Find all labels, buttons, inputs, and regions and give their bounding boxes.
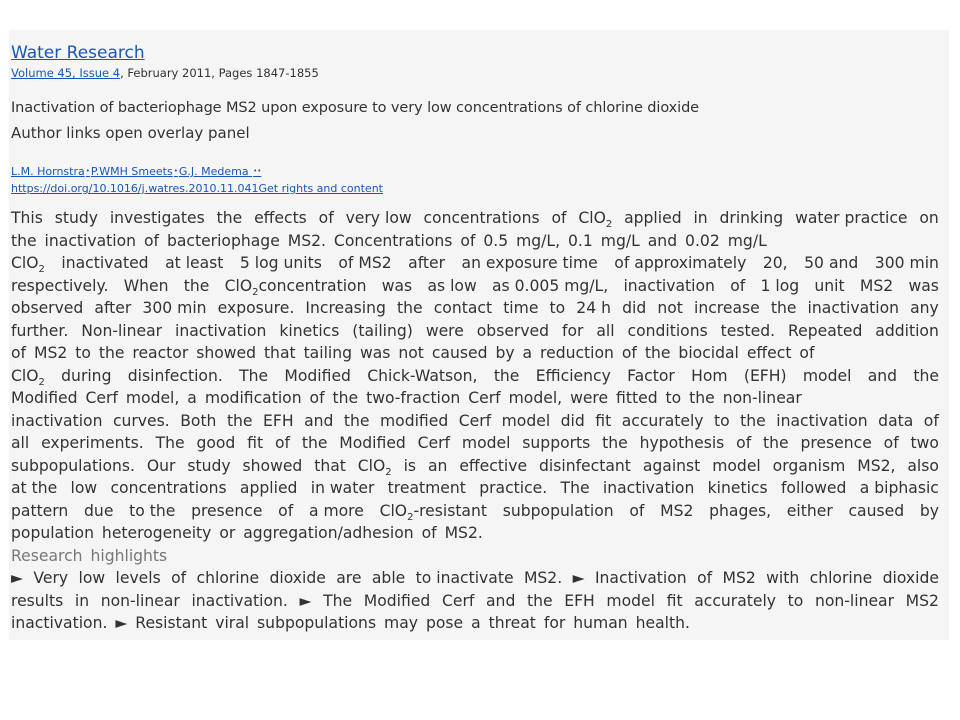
abstract-word: did xyxy=(622,299,647,317)
abstract-word: (EFH) xyxy=(743,366,787,385)
abstract-word: further. xyxy=(11,321,69,340)
abstract-word: were xyxy=(425,321,464,340)
abstract-word: ClO$_2$ xyxy=(11,366,45,388)
abstract-word: either xyxy=(786,501,833,520)
abstract-word: of xyxy=(923,411,939,430)
abstract-word: of xyxy=(883,434,899,452)
abstract-word: presence xyxy=(800,434,872,452)
abstract-word: accurately xyxy=(621,411,704,430)
abstract-word: of approximately xyxy=(614,254,747,272)
abstract-word: against xyxy=(642,456,701,475)
abstract-word: Non-linear xyxy=(81,321,163,340)
abstract-word: for xyxy=(561,321,584,340)
highlights-heading xyxy=(11,545,939,568)
abstract-word: subpopulations. xyxy=(11,456,135,475)
abstract-word: Increasing xyxy=(305,299,386,317)
abstract-word: an xyxy=(427,456,448,475)
abstract-word: two xyxy=(910,434,939,452)
abstract-word: presence xyxy=(191,501,263,520)
abstract-word: experiments. xyxy=(41,434,144,452)
abstract-word: with xyxy=(766,569,800,587)
abstract-word: disinfectant xyxy=(539,456,631,475)
abstract-word: good xyxy=(196,434,236,452)
abstract-line xyxy=(11,500,939,523)
abstract-word: (tailing) xyxy=(352,321,413,340)
abstract-word: of MS2 xyxy=(338,254,392,272)
abstract-word: Cerf xyxy=(417,434,451,452)
abstract-word: study xyxy=(54,209,98,227)
abstract-word: study xyxy=(187,456,231,475)
abstract-word: of xyxy=(171,569,187,587)
abstract-word: Cerf xyxy=(458,411,492,430)
abstract-word: Our xyxy=(146,456,176,475)
abstract-word: any xyxy=(910,299,939,317)
abstract-word: modified xyxy=(379,411,449,430)
abstract-word: as 0.005 mg/L, xyxy=(491,276,609,295)
abstract-word: very low xyxy=(345,209,412,227)
abstract-word: to xyxy=(787,591,804,610)
abstract-word: model xyxy=(802,366,852,385)
abstract-word: Inactivation xyxy=(594,569,687,587)
abstract-word: Both xyxy=(180,411,217,430)
abstract-word: curves. xyxy=(112,411,170,430)
abstract-word: by xyxy=(919,501,939,520)
abstract-word: ClO$_2$-resistant xyxy=(379,501,487,523)
abstract-word: conditions xyxy=(627,321,708,340)
abstract-word: concentrations xyxy=(110,479,227,497)
abstract-word: respectively. xyxy=(11,276,109,295)
abstract-word: all xyxy=(596,321,615,340)
abstract-word: inactivation xyxy=(174,321,267,340)
abstract-line xyxy=(11,590,939,613)
abstract-word: as low xyxy=(427,276,477,295)
abstract-word: increase xyxy=(694,299,760,317)
abstract-word: the xyxy=(183,276,210,295)
abstract-word: of MS2 to the reactor showed that tailing was not caused by a reduction of the biocidal effect of xyxy=(11,344,815,362)
abstract-word: ClO$_2$ xyxy=(11,254,45,275)
abstract-line xyxy=(11,567,939,590)
abstract-word: in water xyxy=(310,479,375,497)
abstract-line xyxy=(11,320,939,343)
abstract-word: the xyxy=(493,366,520,385)
abstract-word: unit xyxy=(814,276,845,295)
abstract-word: able xyxy=(371,569,406,587)
abstract-word: kinetics xyxy=(279,321,340,340)
abstract-word: Very xyxy=(33,569,69,587)
author-link[interactable]: L.M. Hornstra xyxy=(11,165,85,178)
author-list xyxy=(11,165,262,178)
abstract-word: supports xyxy=(522,434,591,452)
abstract-word: 20, xyxy=(762,254,788,272)
abstract-word: Factor xyxy=(627,366,675,385)
abstract-word: applied xyxy=(624,209,682,227)
abstract-word: caused xyxy=(848,501,905,520)
abstract-word: effective xyxy=(459,456,528,475)
abstract-word: model xyxy=(501,411,551,430)
abstract-word: after xyxy=(94,299,132,317)
abstract-word: ► xyxy=(299,591,312,610)
abstract-word: practice. xyxy=(479,479,548,497)
abstract-word: ClO$_2$ xyxy=(578,209,613,230)
abstract-word: due xyxy=(84,501,114,520)
abstract-word: showed xyxy=(242,456,303,475)
abstract-word: observed xyxy=(476,321,550,340)
abstract-word: after xyxy=(408,254,446,272)
abstract-word: hypothesis xyxy=(639,434,725,452)
abstract-word: observed xyxy=(11,299,84,317)
abstract-word: that xyxy=(314,456,346,475)
abstract-word: This xyxy=(11,209,43,227)
abstract-word: and xyxy=(304,411,334,430)
abstract-word: 300 min xyxy=(142,299,207,317)
abstract-word: The xyxy=(560,479,590,497)
abstract-word: of xyxy=(697,569,713,587)
abstract-word: phages, xyxy=(709,501,772,520)
abstract-word: inactivation. xyxy=(191,591,288,610)
abstract-word: The xyxy=(323,591,353,610)
abstract-word: ClO$_2$ xyxy=(357,456,392,478)
abstract-word: the xyxy=(301,434,328,452)
abstract-word: disinfection. xyxy=(127,366,223,385)
abstract-word: data xyxy=(878,411,914,430)
article-title: Inactivation of bacteriophage MS2 upon exposure to very low concentrations of chlorine dioxide xyxy=(11,100,699,116)
abstract-word: to xyxy=(714,411,730,430)
abstract-word: to xyxy=(549,299,566,317)
abstract-line xyxy=(11,522,939,545)
abstract-word: the xyxy=(740,411,766,430)
abstract-word: the xyxy=(226,411,253,430)
abstract-word: non-linear xyxy=(814,591,895,610)
abstract-word: fit xyxy=(247,434,264,452)
abstract-word: drinking xyxy=(719,209,784,227)
abstract-word: MS2 xyxy=(660,501,694,520)
abstract-word: not xyxy=(657,299,683,317)
abstract-word: dioxide xyxy=(269,569,326,587)
abstract-line xyxy=(11,230,939,253)
abstract-word: Efficiency xyxy=(535,366,611,385)
abstract-word: model xyxy=(461,434,511,452)
abstract-word: Cerf xyxy=(441,591,475,610)
abstract-word: Chick-Watson, xyxy=(367,366,478,385)
abstract-word: the xyxy=(913,366,939,385)
abstract-word: and xyxy=(486,591,516,610)
doi-line xyxy=(11,182,383,195)
abstract-word: results xyxy=(11,591,64,610)
abstract-word: chlorine xyxy=(196,569,260,587)
abstract-word: organism xyxy=(772,456,846,475)
abstract-word: 50 and xyxy=(804,254,859,272)
abstract-word: addition xyxy=(875,321,939,340)
abstract-word: the xyxy=(770,299,797,317)
abstract-line xyxy=(11,410,939,433)
abstract-word: accurately xyxy=(694,591,777,610)
issue-line xyxy=(11,66,319,80)
abstract-word: inactivation xyxy=(602,479,695,497)
abstract-word: fit xyxy=(666,591,683,610)
abstract-word: of xyxy=(318,209,334,227)
abstract-word: pattern xyxy=(11,501,69,520)
abstract-word: was xyxy=(381,276,413,295)
abstract-word: When xyxy=(123,276,169,295)
abstract-word: 5 log units xyxy=(239,254,322,272)
abstract-word: Modified xyxy=(363,591,431,610)
abstract-word: did xyxy=(560,411,585,430)
abstract-word: the inactivation of bacteriophage MS2. Concentrations of 0.5 mg/L, 0.1 mg/L and 0.02 mg/L xyxy=(11,231,767,250)
abstract-word: the xyxy=(763,434,789,452)
abstract-word: during xyxy=(61,366,112,385)
abstract-word: time xyxy=(503,299,539,317)
author-link[interactable]: P.WMH Smeets xyxy=(90,165,173,178)
abstract-word: Hom xyxy=(691,366,728,385)
abstract-word: The xyxy=(239,366,269,385)
author-separator: • xyxy=(173,167,178,175)
abstract-word: inactivation. ► Resistant viral subpopulations may pose a threat for human health. xyxy=(11,614,690,632)
abstract-word: a more xyxy=(308,501,364,520)
abstract-word: EFH xyxy=(263,411,294,430)
abstract-line xyxy=(11,275,939,298)
abstract-word: applied xyxy=(239,479,298,497)
abstract-word: Research highlights xyxy=(11,546,168,565)
abstract-word: of xyxy=(730,276,746,295)
abstract-word: dioxide xyxy=(882,569,939,587)
abstract-word: contact xyxy=(433,299,493,317)
abstract-word: water practice xyxy=(795,209,908,227)
abstract-word: to the xyxy=(129,501,176,520)
abstract-word: the xyxy=(602,434,628,452)
abstract-word: population heterogeneity or aggregation/adhesion of MS2. xyxy=(11,524,483,542)
abstract-word: subpopulation xyxy=(502,501,614,520)
abstract-word: model xyxy=(712,456,761,475)
abstract-word: MS2 xyxy=(905,591,939,610)
abstract-word: 300 min xyxy=(874,254,939,272)
abstract-word: inactivated xyxy=(61,254,149,272)
abstract-word: investigates xyxy=(109,209,205,227)
abstract-line xyxy=(11,252,939,275)
abstract-word: and xyxy=(867,366,898,385)
abstract-word: followed xyxy=(780,479,847,497)
abstract-word: tested. xyxy=(720,321,776,340)
abstract-word: the xyxy=(343,411,370,430)
abstract-word: Modified xyxy=(284,366,351,385)
abstract-word: concentrations xyxy=(423,209,540,227)
abstract-word: 24 h xyxy=(576,299,611,317)
date-pages: , February 2011, Pages 1847-1855 xyxy=(120,66,319,80)
abstract-word: to inactivate xyxy=(415,569,514,587)
abstract-word: of xyxy=(274,434,290,452)
abstract-word: are xyxy=(336,569,362,587)
abstract-word: Modified Cerf model, a modification of the two-fraction Cerf model, were fitted to the non-linear xyxy=(11,389,802,407)
abstract-word: the xyxy=(216,209,243,227)
abstract-word: of xyxy=(278,501,294,520)
author-trail-icons[interactable]: •• xyxy=(253,167,262,175)
abstract-word: inactivation xyxy=(807,299,899,317)
abstract-word: effects xyxy=(254,209,307,227)
abstract-word: at least xyxy=(165,254,224,272)
abstract-word: MS2. xyxy=(523,569,563,587)
abstract-word: of xyxy=(551,209,567,227)
abstract-line xyxy=(11,297,939,320)
abstract-word: MS2 xyxy=(859,276,894,295)
abstract-word: an exposure time xyxy=(461,254,598,272)
abstract-word: ► xyxy=(572,569,585,587)
abstract-line xyxy=(11,207,939,230)
abstract-word: inactivation xyxy=(776,411,868,430)
abstract-word: low xyxy=(78,569,106,587)
abstract-word: in xyxy=(74,591,90,610)
abstract-word: at the xyxy=(11,479,58,497)
author-link[interactable]: G.J. Medema xyxy=(178,165,249,178)
doi-link[interactable]: https://doi.org/10.1016/j.watres.2010.11.041 xyxy=(11,182,259,195)
abstract-word: treatment xyxy=(387,479,466,497)
abstract-word: Modified xyxy=(339,434,406,452)
abstract-word: low xyxy=(70,479,98,497)
abstract-word: chlorine xyxy=(809,569,873,587)
abstract-word: was xyxy=(908,276,939,295)
abstract-word: Repeated xyxy=(787,321,863,340)
abstract-word: the xyxy=(526,591,553,610)
abstract-word: in xyxy=(693,209,708,227)
abstract-line xyxy=(11,477,939,500)
abstract-word: ClO$_2$concentration xyxy=(224,276,367,298)
abstract-line xyxy=(11,365,939,388)
abstract-line xyxy=(11,432,939,455)
abstract-line xyxy=(11,455,939,478)
abstract-word: also xyxy=(907,456,939,475)
journal-link[interactable]: Water Research xyxy=(11,43,145,63)
abstract-line xyxy=(11,612,939,635)
abstract-word: of xyxy=(629,501,645,520)
abstract-word: levels xyxy=(115,569,161,587)
abstract-word: a biphasic xyxy=(859,479,939,497)
abstract-word: ► xyxy=(11,569,23,587)
abstract-line xyxy=(11,387,939,410)
abstract-word: The xyxy=(155,434,185,452)
abstract-body xyxy=(11,207,939,635)
abstract-word: all xyxy=(11,434,30,452)
abstract-line xyxy=(11,342,939,365)
abstract-word: the xyxy=(397,299,423,317)
abstract-word: model xyxy=(606,591,655,610)
abstract-word: exposure. xyxy=(217,299,295,317)
abstract-word: is xyxy=(403,456,417,475)
abstract-word: 1 log xyxy=(760,276,800,295)
abstract-word: non-linear xyxy=(100,591,180,610)
abstract-word: EFH xyxy=(564,591,595,610)
abstract-word: of xyxy=(736,434,752,452)
abstract-word: MS2 xyxy=(722,569,756,587)
abstract-word: inactivation xyxy=(623,276,715,295)
abstract-word: on xyxy=(919,209,939,227)
abstract-word: inactivation xyxy=(11,411,103,430)
rights-link[interactable]: Get rights and content xyxy=(258,182,383,195)
abstract-word: kinetics xyxy=(707,479,768,497)
author-links-button[interactable]: Author links open overlay panel xyxy=(11,124,250,142)
volume-issue-link[interactable]: Volume 45, Issue 4 xyxy=(11,66,121,80)
abstract-word: fit xyxy=(595,411,612,430)
abstract-word: MS2, xyxy=(857,456,896,475)
author-separator: • xyxy=(85,167,90,175)
